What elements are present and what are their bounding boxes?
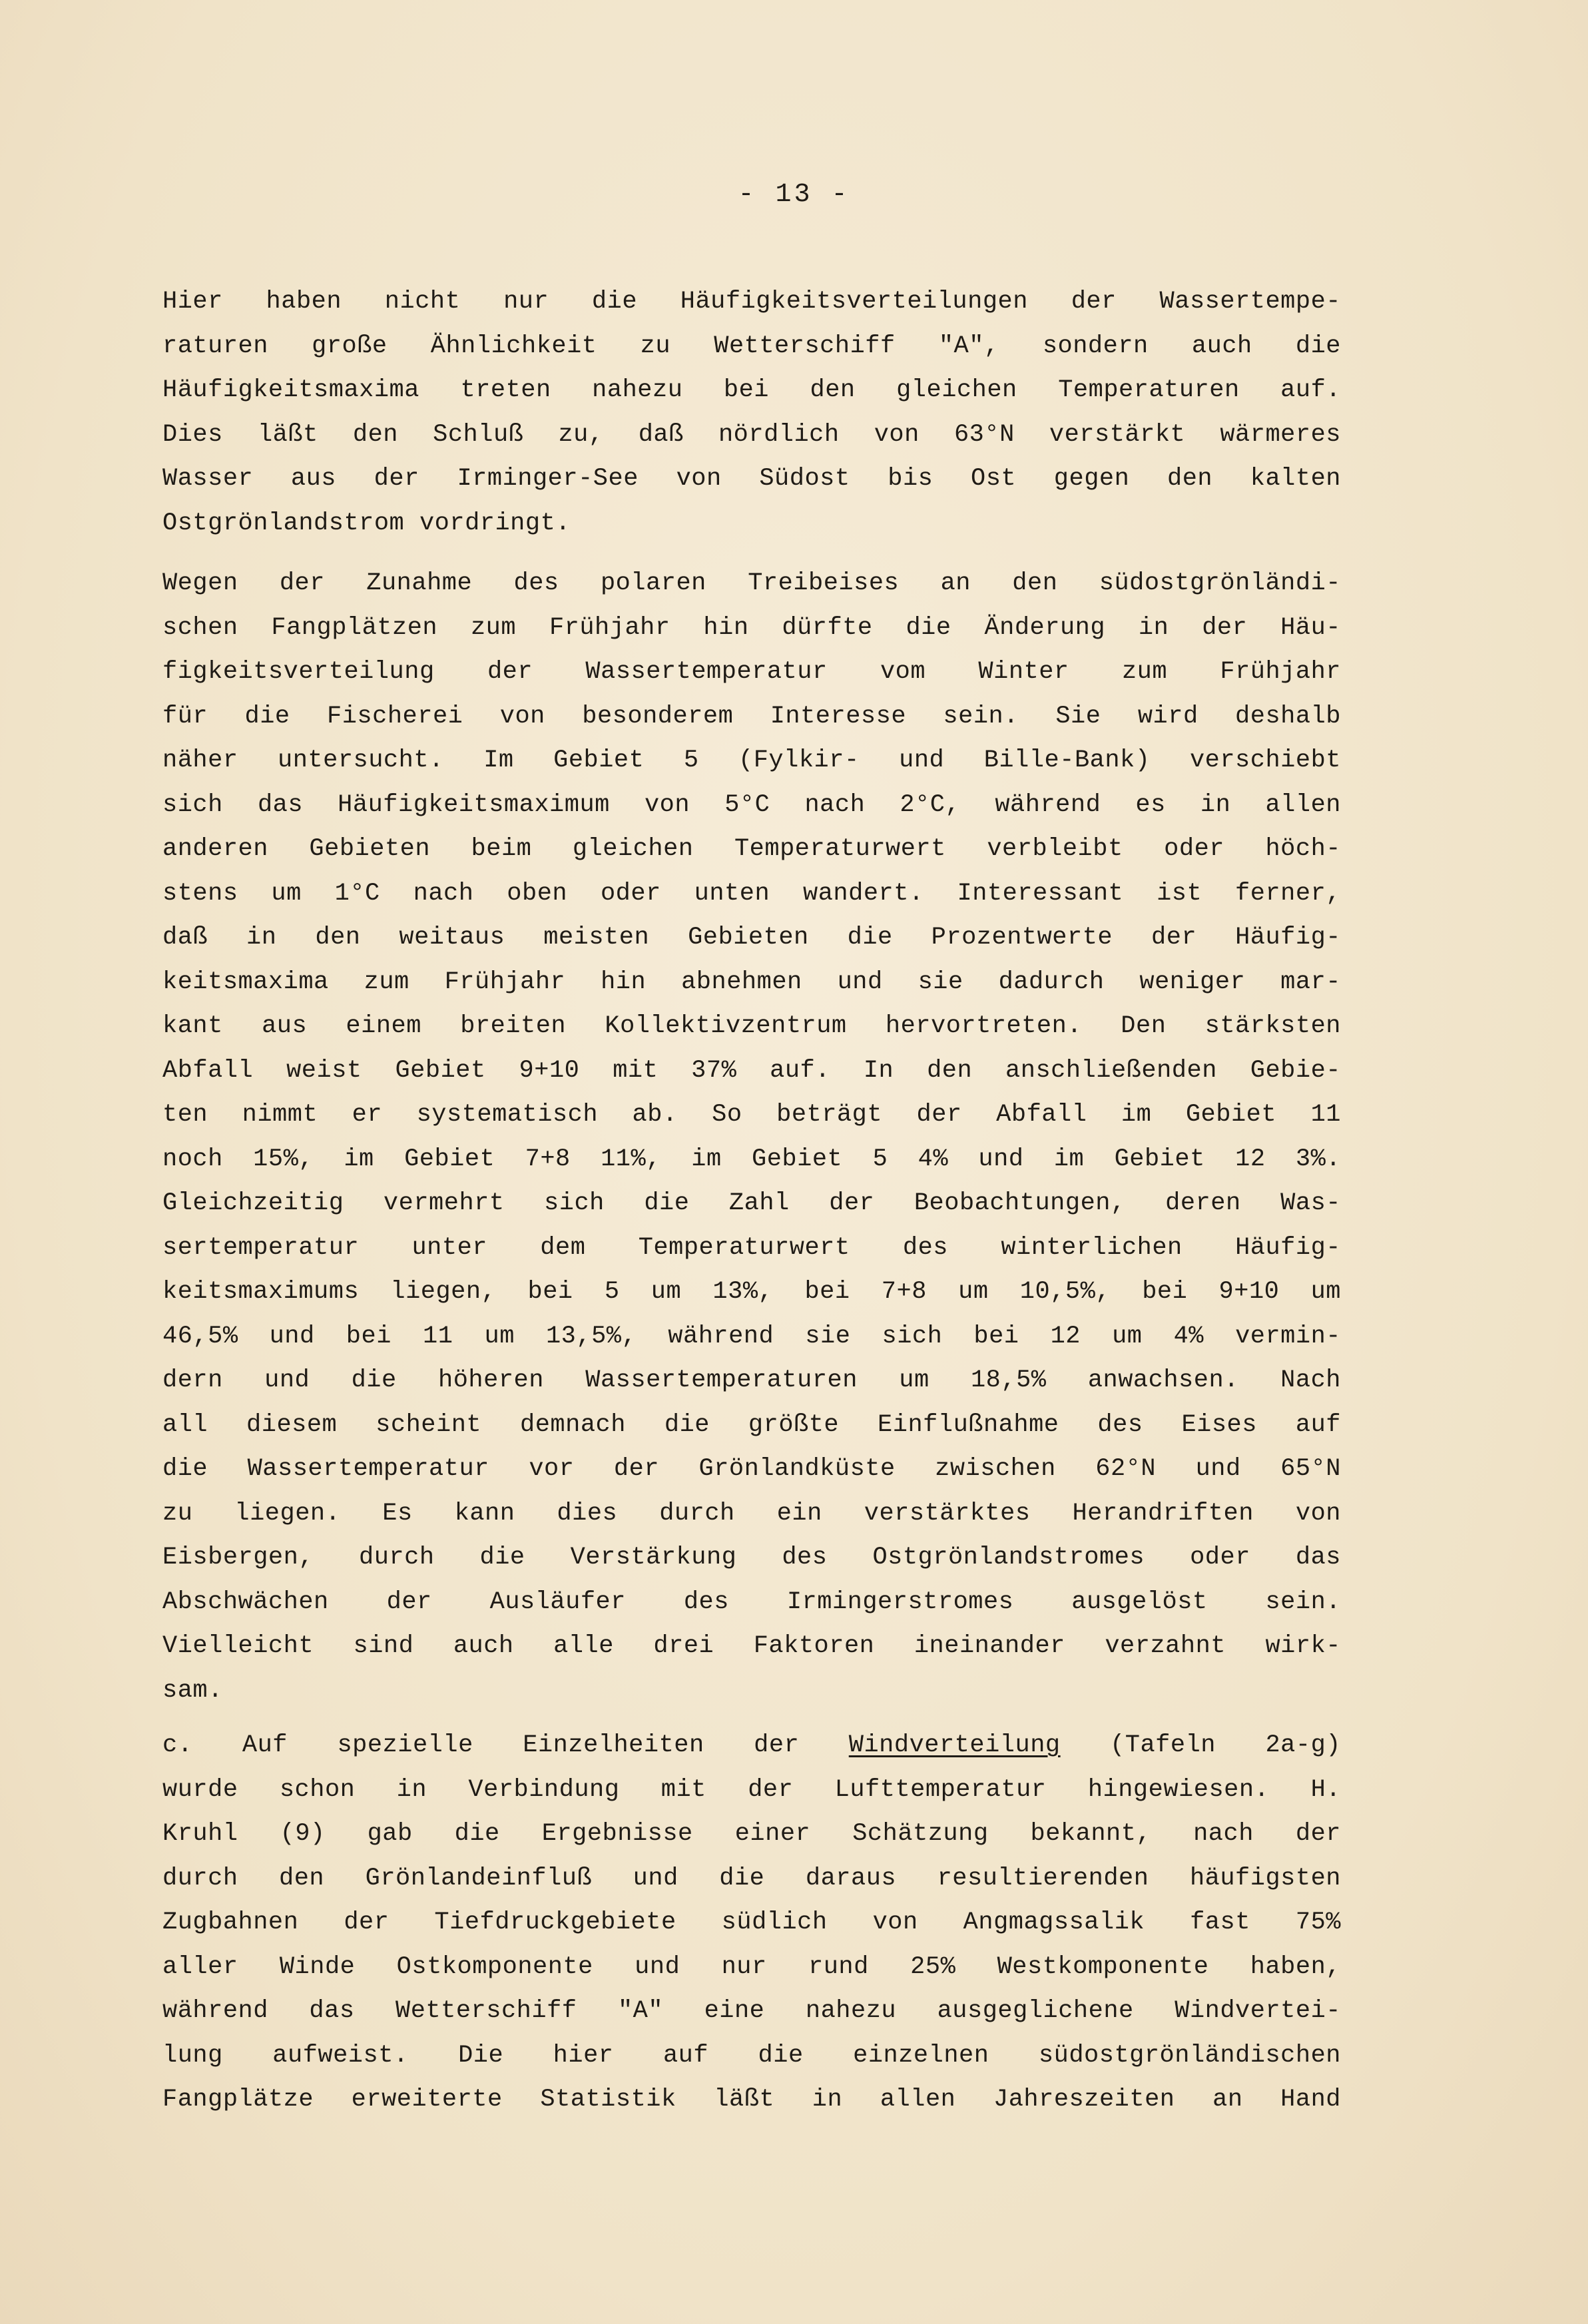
text-line: figkeitsverteilung der Wassertemperatur vom Winter zum Frühjahr <box>162 658 1341 686</box>
text-line: lung aufweist. Die hier auf die einzelnen südostgrönländischen <box>162 2041 1341 2070</box>
text-line: keitsmaxima zum Frühjahr hin abnehmen und sie dadurch weniger mar- <box>162 968 1341 996</box>
text-line: Häufigkeitsmaxima treten nahezu bei den gleichen Temperaturen auf. <box>162 376 1341 404</box>
text-line: sertemperatur unter dem Temperaturwert des winterlichen Häufig- <box>162 1233 1341 1262</box>
text-line: für die Fischerei von besonderem Interesse sein. Sie wird deshalb <box>162 702 1341 730</box>
text-line: sich das Häufigkeitsmaximum von 5°C nach 2°C, während es in allen <box>162 790 1341 819</box>
text-line: aller Winde Ostkomponente und nur rund 25% Westkomponente haben, <box>162 1952 1341 1981</box>
text-line: noch 15%, im Gebiet 7+8 11%, im Gebiet 5 4% und im Gebiet 12 3%. <box>162 1145 1341 1173</box>
text-line: anderen Gebieten beim gleichen Temperaturwert verbleibt oder höch- <box>162 835 1341 863</box>
text-line: keitsmaximums liegen, bei 5 um 13%, bei 7+8 um 10,5%, bei 9+10 um <box>162 1278 1341 1306</box>
text-line: Ostgrönlandstrom vordringt. <box>162 509 571 537</box>
paragraph-wind-distribution <box>162 1723 1341 2122</box>
text-line: daß in den weitaus meisten Gebieten die Prozentwerte der Häufig- <box>162 924 1341 952</box>
text-line: durch den Grönlandeinfluß und die daraus resultierenden häufigsten <box>162 1864 1341 1892</box>
underlined-term-windverteilung: Windverteilung <box>848 1731 1061 1759</box>
text-line: während das Wetterschiff "A" eine nahezu ausgeglichene Windvertei- <box>162 1997 1341 2025</box>
text-line: kant aus einem breiten Kollektivzentrum hervortreten. Den stärksten <box>162 1012 1341 1040</box>
table-reference-text: (Tafeln 2a-g) <box>1060 1731 1341 1759</box>
text-line-first <box>162 1723 1341 1768</box>
text-line: schen Fangplätzen zum Frühjahr hin dürfte die Änderung in der Häu- <box>162 613 1341 642</box>
text-line: näher untersucht. Im Gebiet 5 (Fylkir- und Bille-Bank) verschiebt <box>162 746 1341 774</box>
text-line: Fangplätze erweiterte Statistik läßt in allen Jahreszeiten an Hand <box>162 2086 1341 2114</box>
text-line: 46,5% und bei 11 um 13,5%, während sie sich bei 12 um 4% vermin- <box>162 1322 1341 1350</box>
page-number: - 13 - <box>738 180 850 210</box>
text-line: Hier haben nicht nur die Häufigkeitsverteilungen der Wassertempe- <box>162 288 1341 316</box>
text-line: Gleichzeitig vermehrt sich die Zahl der Beobachtungen, deren Was- <box>162 1189 1341 1217</box>
text-line: Abfall weist Gebiet 9+10 mit 37% auf. In den anschließenden Gebie- <box>162 1056 1341 1085</box>
text-line: raturen große Ähnlichkeit zu Wetterschiff "A", sondern auch die <box>162 332 1341 360</box>
text-line: Kruhl (9) gab die Ergebnisse einer Schätzung bekannt, nach der <box>162 1820 1341 1848</box>
text-line: Wegen der Zunahme des polaren Treibeises an den südostgrönländi- <box>162 569 1341 597</box>
paragraph-water-temperature-similarity <box>162 280 1341 545</box>
text-line: dern und die höheren Wassertemperaturen um 18,5% anwachsen. Nach <box>162 1366 1341 1394</box>
section-intro-text: c. Auf spezielle Einzelheiten der <box>162 1731 849 1759</box>
text-line: Vielleicht sind auch alle drei Faktoren ineinander verzahnt wirk- <box>162 1632 1341 1660</box>
text-line: all diesem scheint demnach die größte Einflußnahme des Eises auf <box>162 1410 1341 1439</box>
text-line: wurde schon in Verbindung mit der Lufttemperatur hingewiesen. H. <box>162 1775 1341 1804</box>
text-line: die Wassertemperatur vor der Grönlandküste zwischen 62°N und 65°N <box>162 1455 1341 1483</box>
text-line: Eisbergen, durch die Verstärkung des Ostgrönlandstromes oder das <box>162 1544 1341 1572</box>
text-line: Dies läßt den Schluß zu, daß nördlich von 63°N verstärkt wärmeres <box>162 420 1341 449</box>
text-line: sam. <box>162 1676 223 1705</box>
text-line: Wasser aus der Irminger-See von Südost bis Ost gegen den kalten <box>162 465 1341 493</box>
text-line: zu liegen. Es kann dies durch ein verstärktes Herandriften von <box>162 1499 1341 1528</box>
text-line: Zugbahnen der Tiefdruckgebiete südlich von Angmagssalik fast 75% <box>162 1908 1341 1936</box>
text-line: stens um 1°C nach oben oder unten wandert. Interessant ist ferner, <box>162 879 1341 908</box>
text-line: ten nimmt er systematisch ab. So beträgt der Abfall im Gebiet 11 <box>162 1101 1341 1129</box>
paragraph-drift-ice-influence <box>162 561 1341 1713</box>
text-line: Abschwächen der Ausläufer des Irmingerstromes ausgelöst sein. <box>162 1588 1341 1616</box>
